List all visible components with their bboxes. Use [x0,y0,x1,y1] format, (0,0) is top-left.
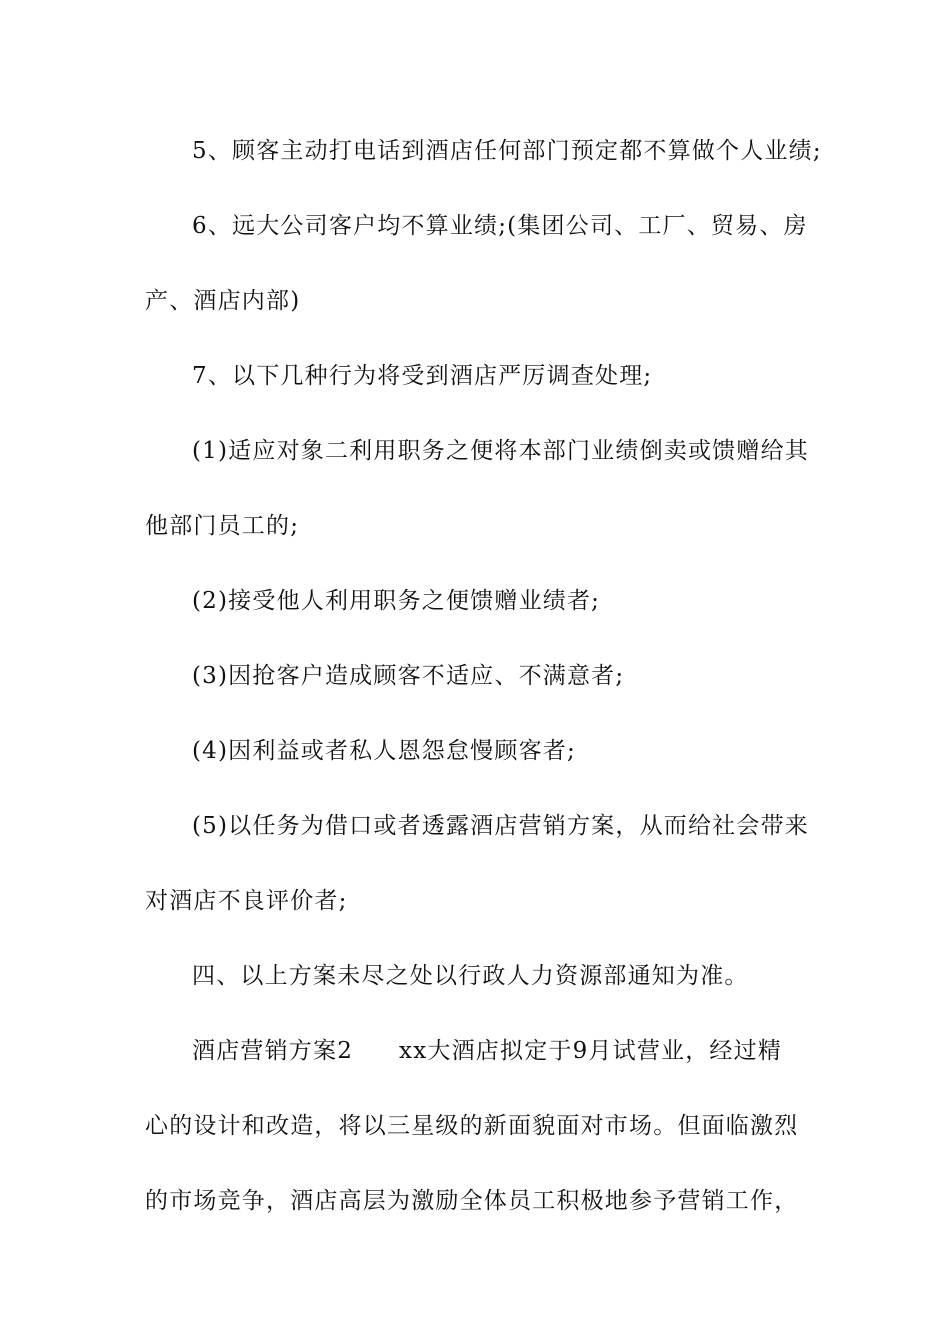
rule-7-item-1-continuation-line: 他部门员工的; [145,513,300,539]
rule-7-item-4-line: (4)因利益或者私人恩怨怠慢顾客者; [192,738,576,764]
plan-2-heading-line [192,1036,782,1066]
rule-6-line: 6、远大公司客户均不算业绩;(集团公司、工厂、贸易、房 [192,213,808,239]
section-4-line: 四、以上方案未尽之处以行政人力资源部通知为准。 [192,963,749,989]
plan-2-body-line-1: 心的设计和改造，将以三星级的新面貌面对市场。但面临激烈 [145,1113,799,1139]
rule-5-line: 5、顾客主动打电话到酒店任何部门预定都不算做个人业绩; [192,138,822,164]
plan-2-intro-text: xx大酒店拟定于9月试营业，经过精 [399,1038,783,1064]
plan-2-body-line-2: 的市场竞争，酒店高层为激励全体员工积极地参予营销工作， [145,1188,799,1214]
rule-7-line: 7、以下几种行为将受到酒店严厉调查处理; [192,363,653,389]
rule-7-item-3-line: (3)因抢客户造成顾客不适应、不满意者; [192,663,625,689]
rule-7-item-1-line: (1)适应对象二利用职务之便将本部门业绩倒卖或馈赠给其 [192,438,809,464]
rule-7-item-5-continuation-line: 对酒店不良评价者; [145,888,348,914]
plan-2-title: 酒店营销方案2 [192,1038,354,1064]
rule-7-item-5-line: (5)以任务为借口或者透露酒店营销方案，从而给社会带来 [192,813,809,839]
rule-7-item-2-line: (2)接受他人利用职务之便馈赠业绩者; [192,588,601,614]
rule-6-continuation-line: 产、酒店内部) [145,288,301,314]
